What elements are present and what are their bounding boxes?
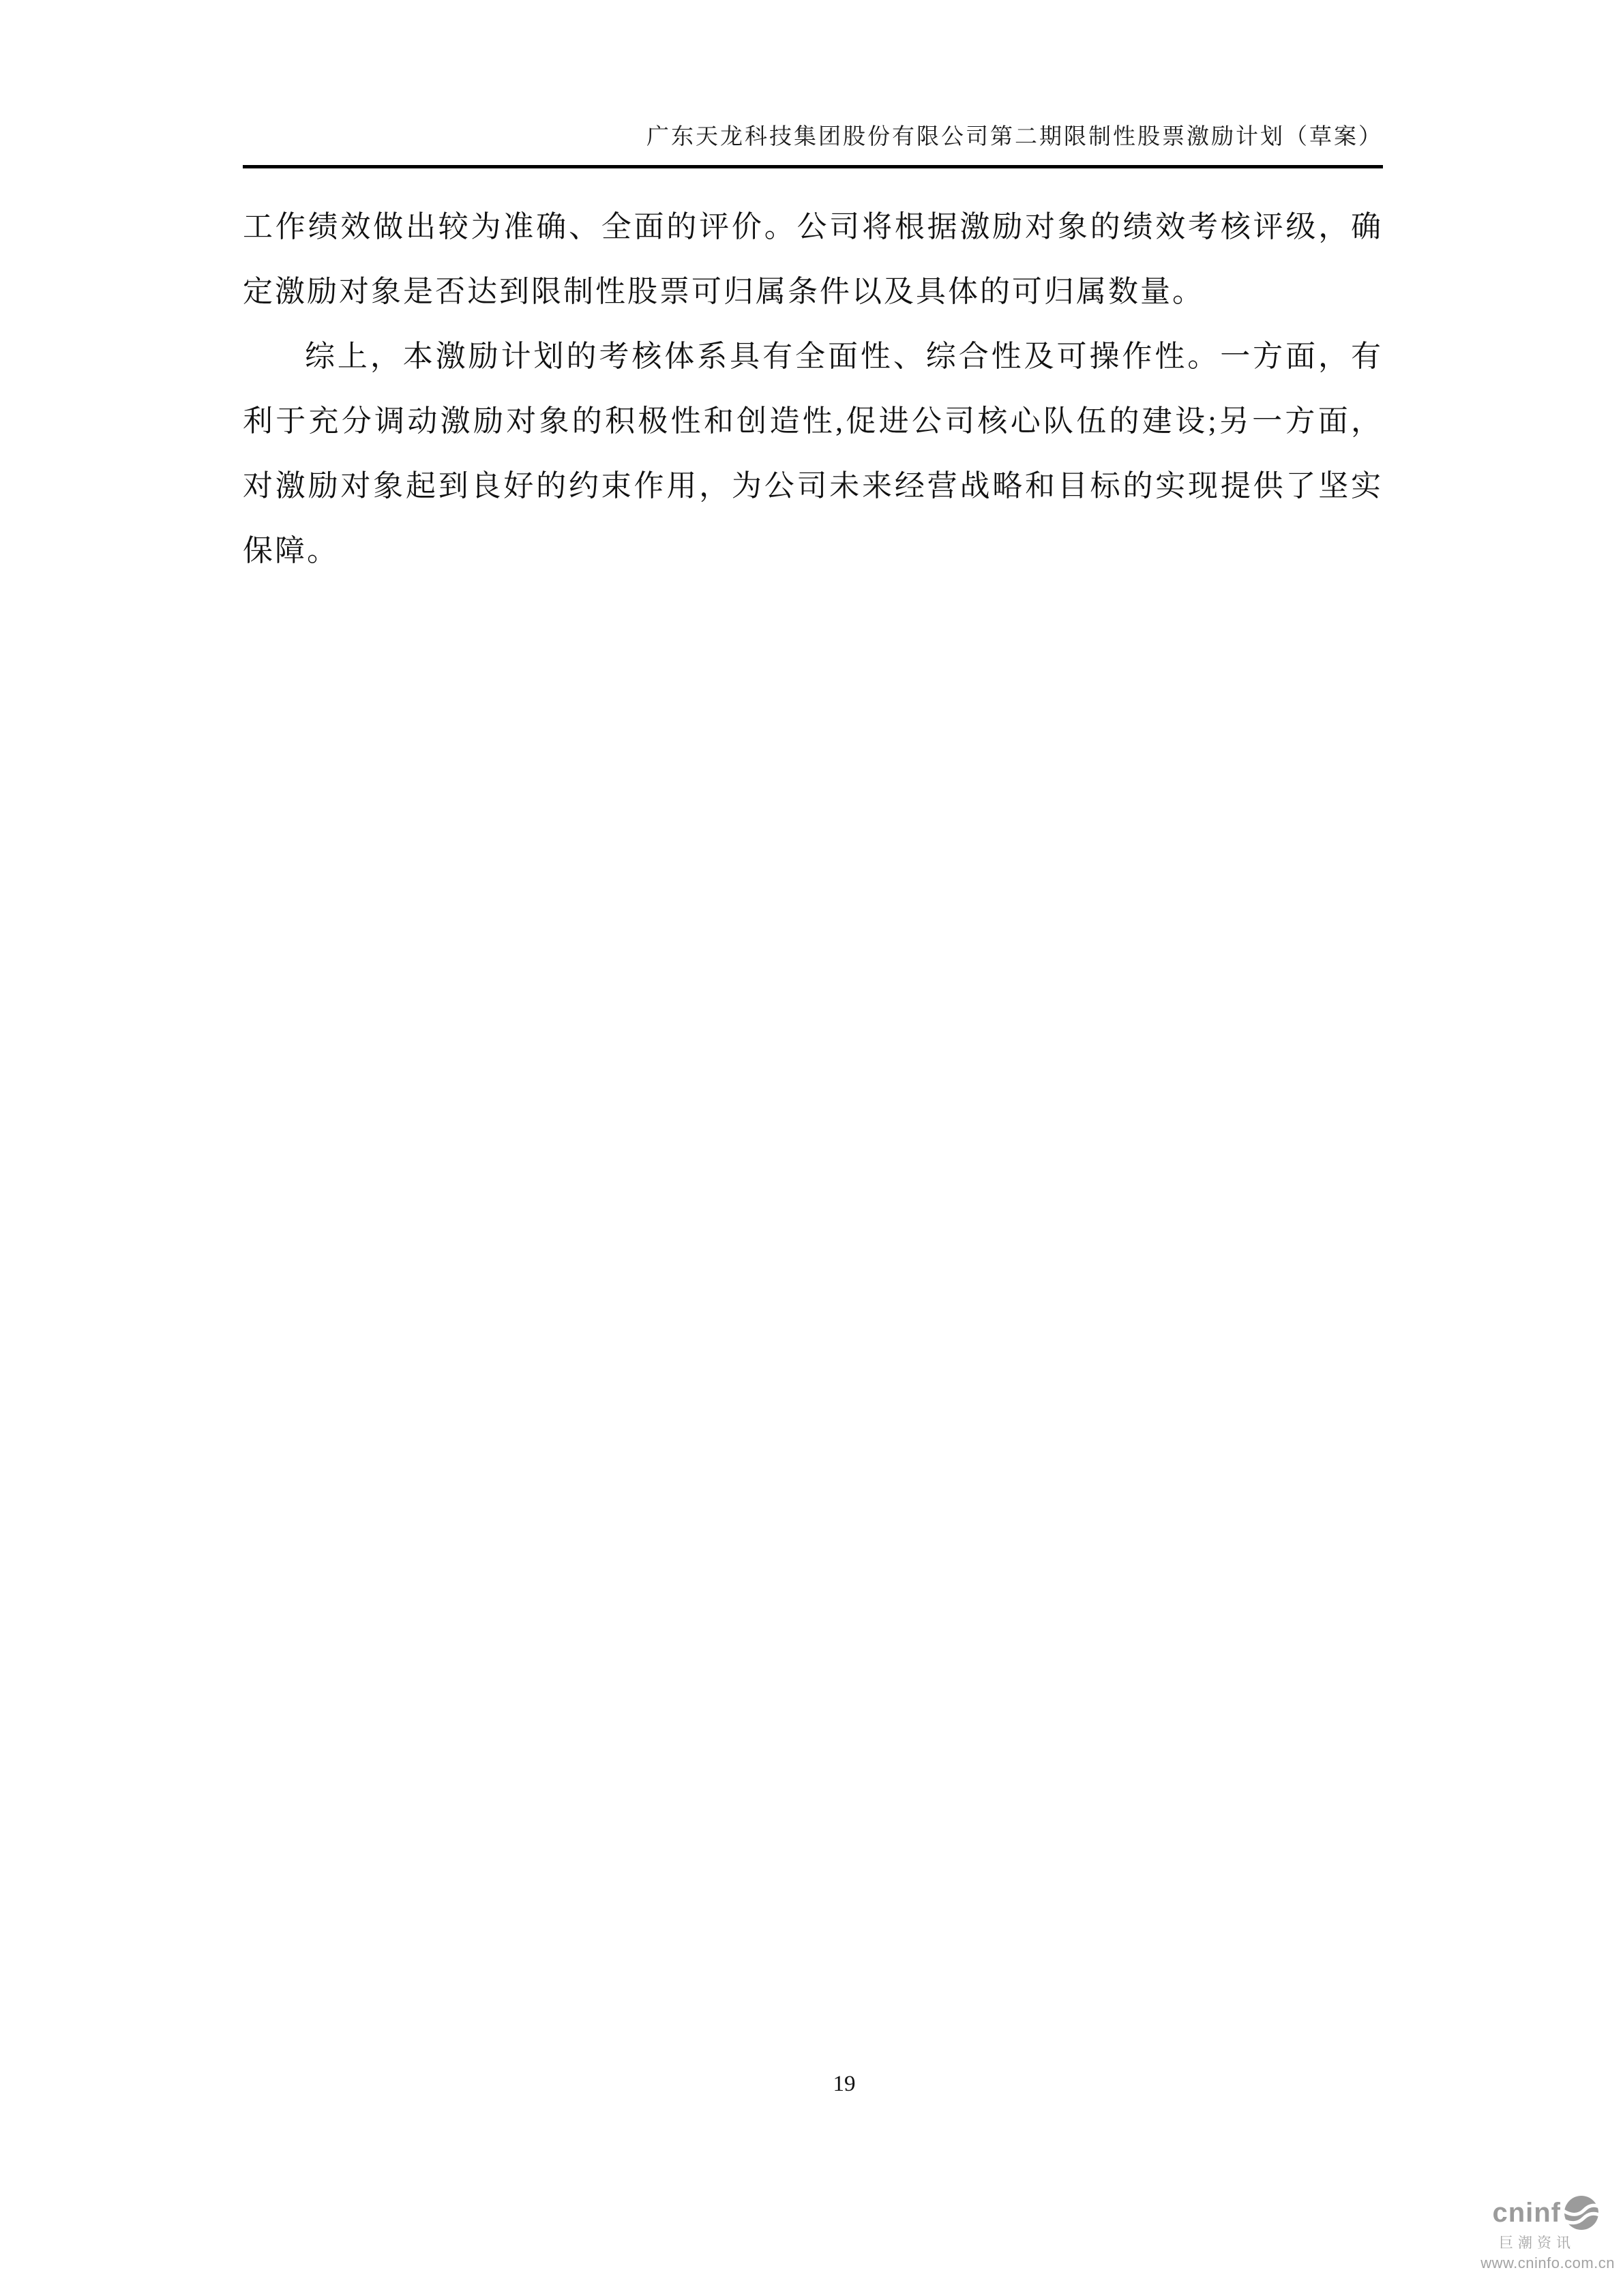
cninfo-brand-row: [1451, 2196, 1598, 2230]
header-title: 广东天龙科技集团股份有限公司第二期限制性股票激励计划（草案）: [646, 125, 1383, 149]
cninfo-url: www.cninfo.com.cn: [1480, 2254, 1615, 2271]
cninfo-globe-icon: [1564, 2196, 1598, 2230]
document-body: [243, 194, 1383, 583]
page-number: 19: [833, 2072, 856, 2096]
paragraph-summary: 综上，本激励计划的考核体系具有全面性、综合性及可操作性。一方面，有利于充分调动激励对象的积极性和创造性,促进公司核心队伍的建设;另一方面，对激励对象起到良好的约束作用，为公司未来经营战略和目标的实现提供了坚实保障。: [243, 340, 1383, 567]
cninfo-watermark: [1451, 2196, 1615, 2272]
cninfo-brand-text: cninf: [1492, 2198, 1561, 2228]
paragraph-continuation: 工作绩效做出较为准确、全面的评价。公司将根据激励对象的绩效考核评级，确定激励对象是否达到限制性股票可归属条件以及具体的可归属数量。: [243, 210, 1383, 308]
cninfo-brand-chinese: 巨潮资讯: [1499, 2235, 1575, 2251]
header-rule: [243, 165, 1383, 168]
